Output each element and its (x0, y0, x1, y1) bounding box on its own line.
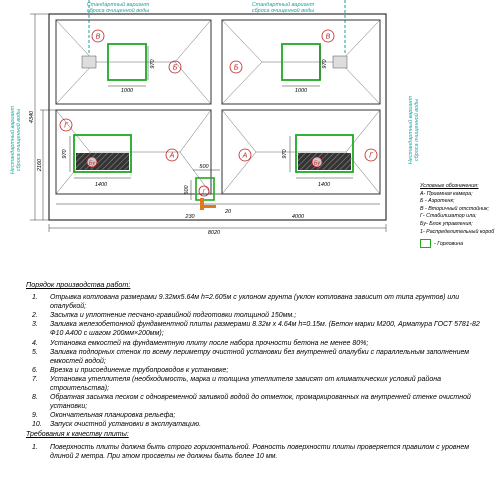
procedure-item (26, 411, 481, 420)
label-a-left: А (169, 152, 175, 160)
item-text: Заливка подпорных стенок по всему периметру очистной установки без внутренней опалубки с параллельным заполнением емкостей водой; (50, 348, 470, 365)
item-number: 9. (32, 412, 38, 420)
procedure-item (26, 375, 481, 393)
label-g-left: Г (64, 122, 68, 130)
label-v-right: В (325, 33, 331, 41)
dim-height-lower: 2160 (37, 158, 43, 172)
procedure-item (26, 320, 481, 338)
item-text: Заливка железобетонной фундаментной плиты размерами 8.32м х 4.64м h=0.15м. (Бетон марки М200, Арматура ГОСТ 5781-82 Ф10 А400 с шагом 200мм×200мм); (50, 321, 480, 338)
requirement-item (26, 443, 481, 461)
dim-top-970-right: 970 (322, 59, 328, 69)
legend-item: А- Приемная камера; (420, 190, 473, 197)
legend-item: Бу- Блок управления; (420, 220, 473, 227)
item-number: 2. (32, 312, 38, 320)
procedure-title: Порядок производства работ: (26, 280, 131, 289)
item-text: Обратная засыпка песком с одновременной заливкой водой до отметок, промаркированных на внутренней стенке очистной установки; (50, 394, 471, 411)
label-b-left: Б (172, 64, 178, 72)
requirements-list (26, 443, 481, 461)
dim-height-total: 4340 (29, 110, 35, 124)
dim-low-1400-right: 1400 (317, 182, 331, 188)
item-text: Запуск очистной установки в эксплуатацию. (50, 421, 202, 429)
requirements-section (26, 430, 481, 461)
top-discharge-note-right (252, 1, 315, 14)
dim-top-970-left: 970 (150, 59, 156, 69)
item-text: Засыпка и уплотнение песчано-гравийной подготовки толщиной 150мм.; (50, 312, 297, 320)
dim-230: 230 (185, 214, 195, 220)
procedure-item (26, 293, 481, 311)
procedure-item (26, 366, 481, 375)
hatch-swatch (420, 239, 431, 248)
dim-width-total: 8020 (207, 230, 221, 236)
requirements-title: Требования к качеству плиты: (26, 431, 129, 438)
item-number: 1. (32, 444, 38, 452)
dim-top-1000-left: 1000 (120, 88, 134, 94)
item-number: 4. (32, 339, 38, 347)
legend-item: Б - Аэротенк; (420, 198, 455, 205)
label-bu-left: Бу (88, 160, 96, 167)
legend-item: В - Вторичный отстойник; (420, 205, 489, 212)
procedure-section (26, 280, 481, 430)
item-text: Установка емкостей на фундаментную плиту после набора прочности бетона не менее 80%; (50, 339, 369, 347)
procedure-item (26, 311, 481, 320)
control-block-right (298, 153, 351, 170)
procedure-item (26, 339, 481, 348)
dim-width-right: 4000 (291, 214, 305, 220)
dim-low-970-right: 970 (282, 149, 288, 159)
item-number: 5. (32, 348, 38, 356)
item-number: 6. (32, 366, 38, 374)
label-g-right: Г (369, 152, 373, 160)
dim-low-970-left: 970 (62, 149, 68, 159)
item-text: Установка утеплителя (необходимость, марка и толщина утеплителя зависят от климатических условий района строительства); (50, 375, 441, 393)
label-a-right: А (242, 152, 248, 160)
procedure-item (26, 348, 481, 366)
dim-500-h: 500 (199, 164, 209, 170)
svg-text:Стандартный вариантсброса очищ: Стандартный вариант сброса очищенной воды (86, 2, 150, 14)
label-bu-right: Бу (313, 160, 321, 167)
legend-item: Г- Стабилизатор ила; (420, 213, 477, 220)
item-number: 3. (32, 321, 38, 329)
side-discharge-note-right: Нестандартный вариантсброса очищенной воды (408, 95, 420, 165)
item-number: 7. (32, 375, 38, 383)
dim-500-v: 500 (184, 185, 190, 195)
foundation-slab (49, 14, 386, 220)
item-text: Окончательная планировка рельефа; (50, 412, 176, 420)
item-number: 1. (32, 294, 38, 302)
item-number: 8. (32, 394, 38, 402)
legend-hatch-entry (420, 239, 498, 249)
label-v-left: В (95, 33, 101, 41)
side-discharge-note-left: Нестандартный вариантсброса очищенной воды (10, 105, 22, 175)
item-text: Поверхность плиты должна быть строго горизонтальной. Ровность поверхности плиты проверяется правилом с уровнем длиной 2 метра. При этом просветы не должны быть более 10 мм. (50, 444, 470, 461)
procedure-item (26, 393, 481, 411)
dim-top-1000-right: 1000 (294, 88, 308, 94)
legend (420, 183, 498, 249)
legend-item: 1- Распределительный короб (420, 228, 495, 235)
procedure-list (26, 293, 481, 429)
legend-hatch-label: - Горловина (434, 241, 464, 248)
item-text: Врезка и присоединение трубопроводов к установке; (50, 366, 229, 374)
label-g-small: Г (202, 189, 206, 196)
item-number: 10. (32, 421, 42, 429)
dim-low-1400-left: 1400 (94, 182, 108, 188)
dim-20: 20 (224, 209, 232, 215)
label-b-right: Б (233, 64, 239, 72)
item-text: Отрывка котлована размерами 9.32мх5.64м h=2.605м с уклоном грунта (уклон котлована зависит от типа грунтов) или опалубкой; (50, 294, 460, 311)
top-discharge-note-left (87, 1, 150, 14)
procedure-item (26, 420, 481, 429)
legend-title: Условные обозначения: (420, 183, 479, 189)
svg-text:Стандартный вариантсброса очищ: Стандартный вариант сброса очищенной воды (251, 2, 315, 14)
control-block-left (76, 153, 129, 170)
